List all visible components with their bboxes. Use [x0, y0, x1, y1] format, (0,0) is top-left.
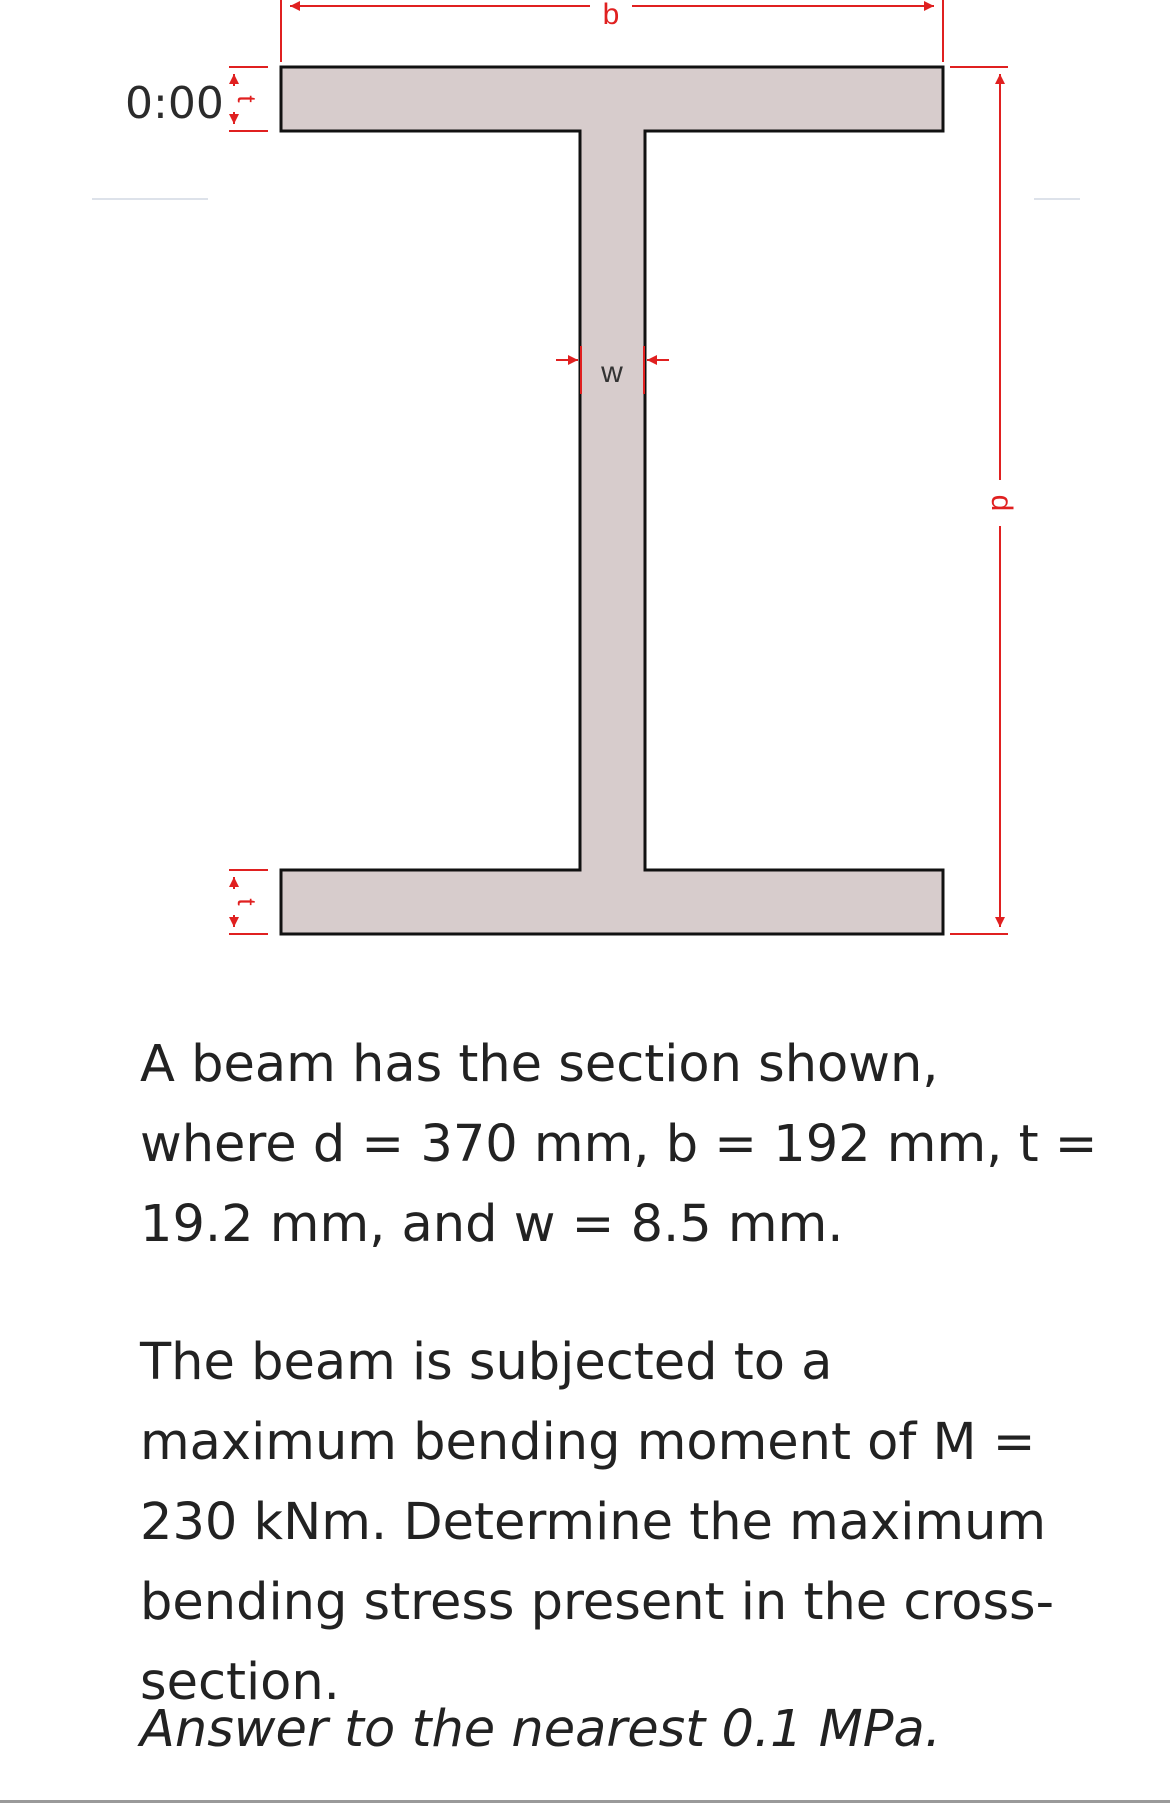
label-d: d	[985, 494, 1019, 512]
timer-display: 0:00	[125, 78, 224, 129]
problem-paragraph-1: A beam has the section shown, where d = 370 mm, b = 192 mm, t = 19.2 mm, and w = 8.5 mm.	[140, 1035, 1098, 1254]
dimension-t-top	[228, 67, 268, 131]
dimension-d	[950, 67, 1018, 934]
i-beam-section	[281, 67, 943, 934]
problem-paragraph-2: The beam is subjected to a maximum bending moment of M = 230 kNm. Determine the maximum bending stress present in the cross-section.	[140, 1333, 1054, 1712]
label-t-bottom: t	[232, 898, 263, 906]
answer-note: Answer to the nearest 0.1 MPa.	[140, 1700, 941, 1759]
dimension-t-bottom	[228, 870, 268, 934]
label-t-top: t	[232, 95, 263, 103]
label-b: b	[602, 0, 620, 31]
label-w: w	[601, 356, 623, 389]
dimension-b	[281, 0, 943, 62]
